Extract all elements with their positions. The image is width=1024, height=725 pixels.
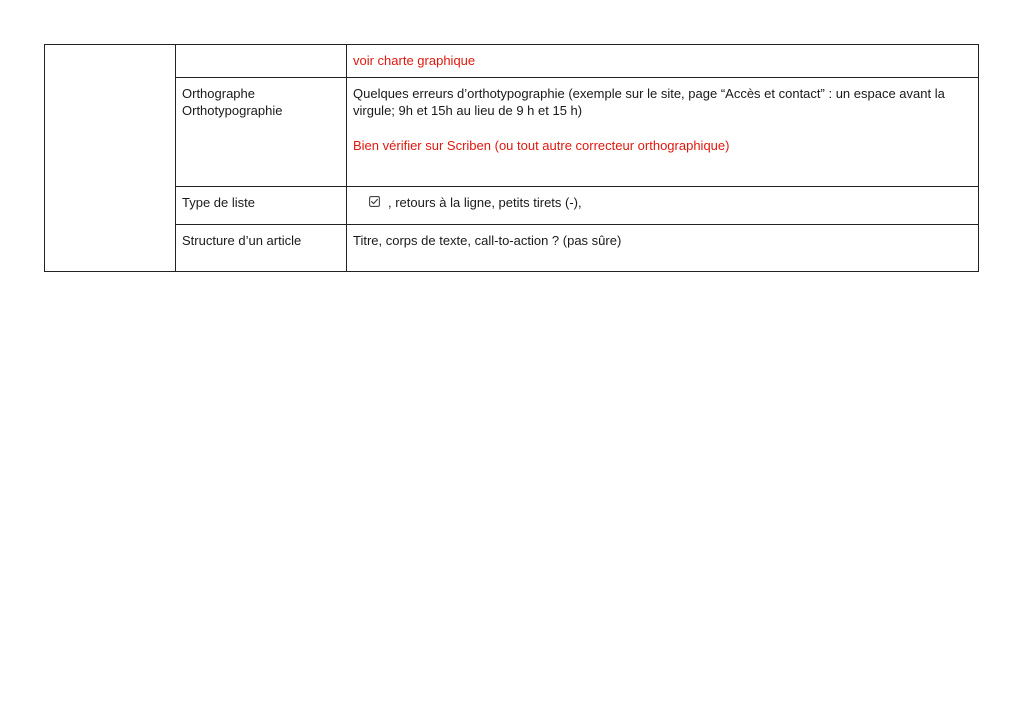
content-cell-orthographe — [347, 78, 979, 187]
table-row-structure — [45, 225, 979, 272]
ortho-errors-text: Quelques erreurs d’orthotypographie (exemple sur le site, page “Accès et contact” : un espace avant la virgule; 9h et 15h au lieu de 9 h et 15 h) — [353, 86, 945, 118]
checkbox-checked-icon — [369, 196, 380, 207]
label-orthographe: Orthographe — [182, 86, 255, 101]
charte-note: voir charte graphique — [353, 53, 476, 68]
merged-left-cell — [45, 45, 176, 272]
content-cell-charte — [347, 45, 979, 78]
ortho-check-note: Bien vérifier sur Scriben (ou tout autre correcteur orthographique) — [353, 138, 730, 153]
label-cell-type-liste — [176, 187, 347, 225]
label-orthotypographie: Orthotypographie — [182, 103, 283, 118]
label-text — [176, 45, 346, 58]
content-table — [44, 44, 979, 272]
structure-text: Titre, corps de texte, call-to-action ? (pas sûre) — [353, 233, 622, 248]
label-cell-orthographe — [176, 78, 347, 187]
label-type-liste: Type de liste — [182, 195, 255, 210]
label-structure: Structure d’un article — [182, 233, 302, 248]
content-cell-structure — [347, 225, 979, 272]
label-cell-empty — [176, 45, 347, 78]
label-cell-structure — [176, 225, 347, 272]
table-row-charte — [45, 45, 979, 78]
list-type-text: , retours à la ligne, petits tirets (-), — [388, 195, 582, 210]
table-row-orthographe — [45, 78, 979, 187]
table-row-type-liste — [45, 187, 979, 225]
content-cell-type-liste — [347, 187, 979, 225]
